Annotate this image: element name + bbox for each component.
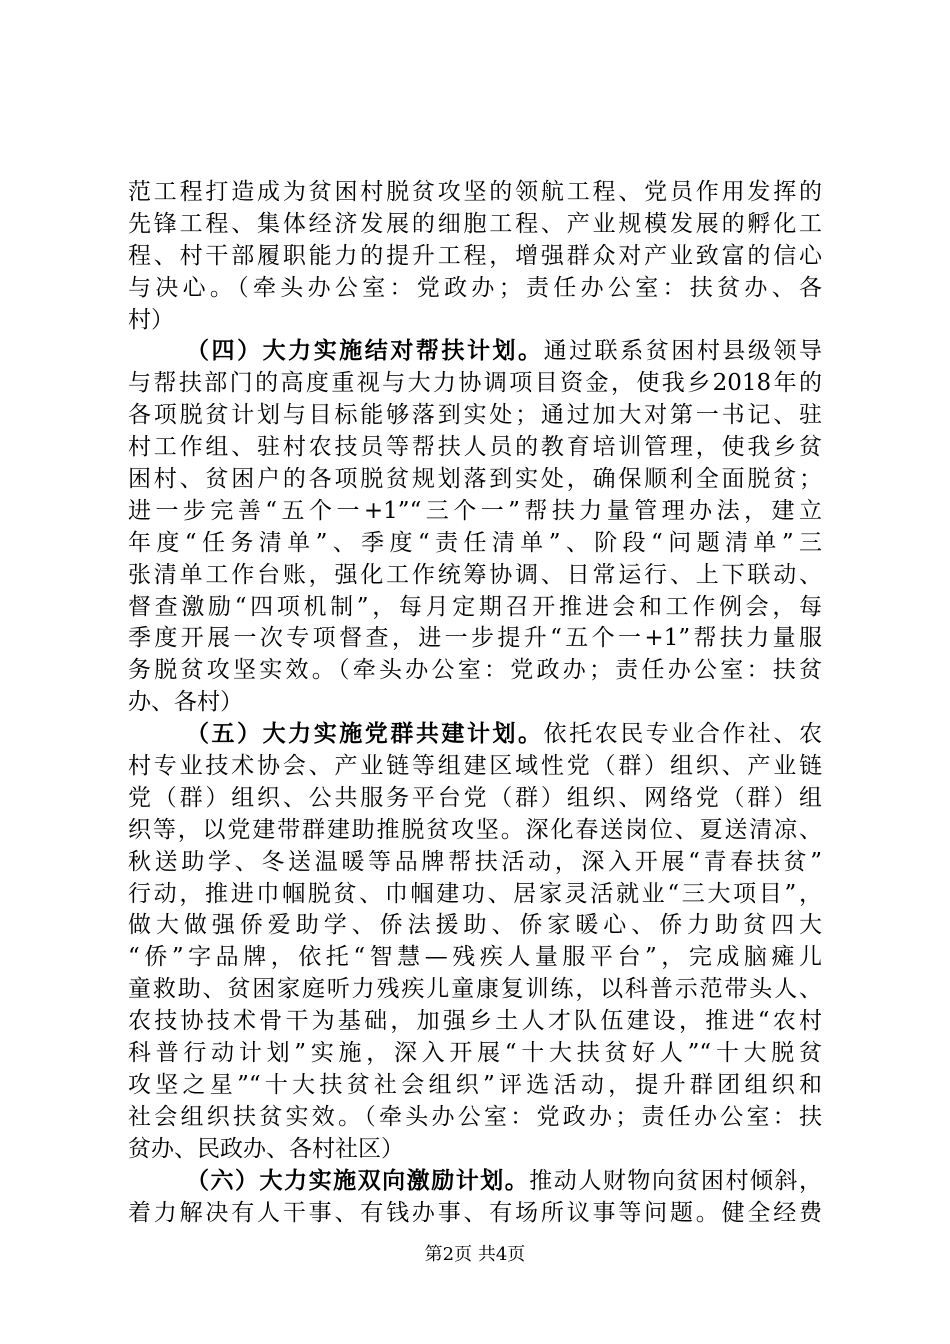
document-body <box>128 177 822 1229</box>
text-line: 务脱贫攻坚实效。（牵头办公室：党政办；责任办公室：扶贫 <box>128 657 822 684</box>
text-line: 农技协技术骨干为基础，加强乡土人才队伍建设，推进“农村 <box>128 1008 822 1035</box>
text-line: 程、村干部履职能力的提升工程，增强群众对产业致富的信心 <box>128 242 822 269</box>
text-line: 做大做强侨爱助学、侨法援助、侨家暖心、侨力助贫四大 <box>128 912 822 939</box>
text-line: 村专业技术协会、产业链等组建区域性党（群）组织、产业链 <box>128 753 822 780</box>
text-line: 村工作组、驻村农技员等帮扶人员的教育培训管理，使我乡贫 <box>128 434 822 461</box>
section-6-first-line <box>128 1166 822 1198</box>
text-line: 织等，以党建带群建助推脱贫攻坚。深化春送岗位、夏送清凉、 <box>128 816 822 843</box>
text-line: 着力解决有人干事、有钱办事、有场所议事等问题。健全经费 <box>128 1199 822 1226</box>
section-5-first-line <box>128 719 822 751</box>
section-5-first-text: 依托农民专业合作社、农 <box>543 721 823 748</box>
text-line: 行动，推进巾帼脱贫、巾帼建功、居家灵活就业“三大项目”， <box>128 880 822 907</box>
section-6-heading: （六）大力实施双向激励计划。 <box>186 1167 530 1194</box>
text-line: 各项脱贫计划与目标能够落到实处；通过加大对第一书记、驻 <box>128 402 822 429</box>
text-line: 张清单工作台账，强化工作统筹协调、日常运行、上下联动、 <box>128 561 822 588</box>
text-line: 季度开展一次专项督查，进一步提升“五个一+1”帮扶力量服 <box>128 625 822 652</box>
text-line: 与帮扶部门的高度重视与大力协调项目资金，使我乡2018年的 <box>128 370 822 397</box>
text-line: 督查激励“四项机制”，每月定期召开推进会和工作例会，每 <box>128 593 822 620</box>
text-line: 贫办、民政办、各村社区） <box>128 1135 404 1162</box>
text-line: 党（群）组织、公共服务平台党（群）组织、网络党（群）组 <box>128 784 822 811</box>
text-line: 攻坚之星”“十大扶贫社会组织”评选活动，提升群团组织和 <box>128 1071 822 1098</box>
text-line: 与决心。（牵头办公室：党政办；责任办公室：扶贫办、各 <box>128 274 822 301</box>
text-line: 科普行动计划”实施，深入开展“十大扶贫好人”“十大脱贫 <box>128 1040 822 1067</box>
text-line: 办、各村） <box>128 689 243 716</box>
text-line: 先锋工程、集体经济发展的细胞工程、产业规模发展的孵化工 <box>128 210 822 237</box>
text-line: 村） <box>128 306 174 333</box>
section-4-first-line <box>128 336 822 368</box>
page-number-footer: 第2页 共4页 <box>424 1244 526 1265</box>
section-4-first-text: 通过联系贫困村县级领导 <box>543 338 823 365</box>
text-line: 范工程打造成为贫困村脱贫攻坚的领航工程、党员作用发挥的 <box>128 179 822 205</box>
text-line: 秋送助学、冬送温暖等品牌帮扶活动，深入开展“青春扶贫” <box>128 848 822 875</box>
section-6-first-text: 推动人财物向贫困村倾斜， <box>529 1167 823 1194</box>
text-line: 进一步完善“五个一+1”“三个一”帮扶力量管理办法，建立 <box>128 497 822 524</box>
section-4-heading: （四）大力实施结对帮扶计划。 <box>186 338 544 365</box>
text-line: 年度“任务清单”、季度“责任清单”、阶段“问题清单”三 <box>128 529 822 556</box>
text-line: 童救助、贫困家庭听力残疾儿童康复训练，以科普示范带头人、 <box>128 976 822 1003</box>
section-5-heading: （五）大力实施党群共建计划。 <box>186 721 544 748</box>
text-line: 社会组织扶贫实效。（牵头办公室：党政办；责任办公室：扶 <box>128 1103 822 1130</box>
text-line: 困村、贫困户的各项脱贫规划落到实处，确保顺利全面脱贫； <box>128 466 822 493</box>
text-line: “侨”字品牌，依托“智慧—残疾人量服平台”，完成脑瘫儿 <box>128 944 822 971</box>
